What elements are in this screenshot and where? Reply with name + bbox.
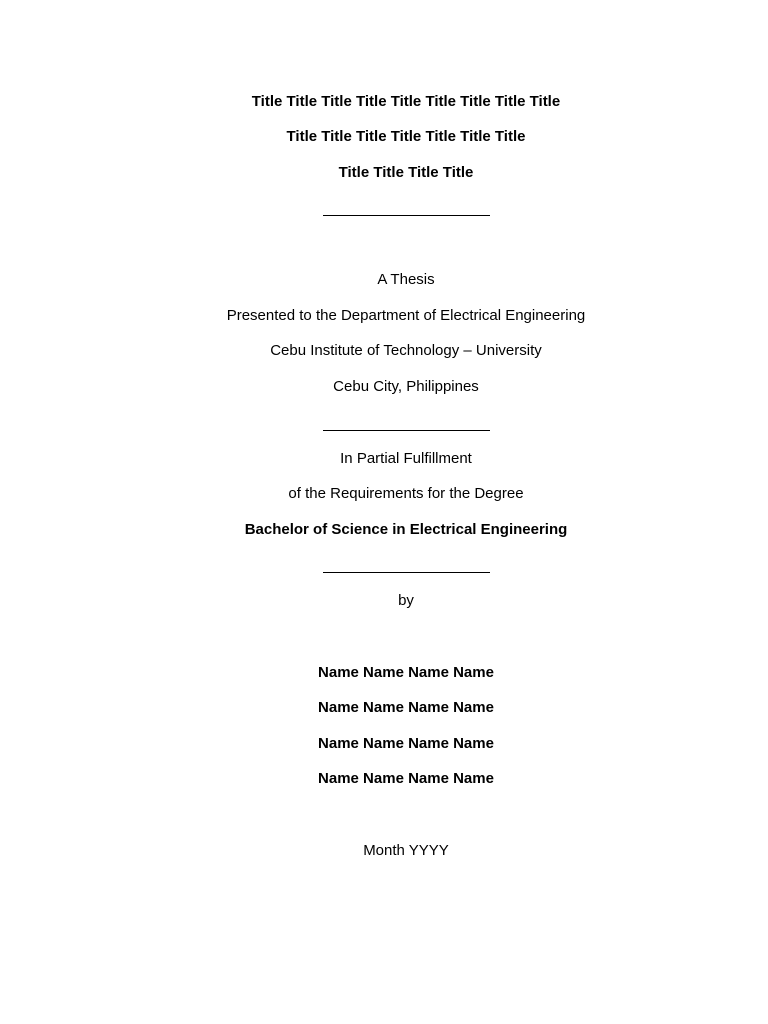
location: Cebu City, Philippines — [333, 378, 479, 395]
title-line-1: Title Title Title Title Title Title Title Title Title — [251, 93, 561, 110]
author-name-3: Name Name Name Name — [318, 735, 494, 752]
fulfillment-line-1: In Partial Fulfillment — [340, 450, 472, 467]
divider-2 — [323, 430, 490, 431]
title-line-2: Title Title Title Title Title Title Title — [286, 128, 526, 145]
divider-3 — [323, 572, 490, 573]
title-line-3: Title Title Title Title — [338, 164, 474, 181]
author-name-1: Name Name Name Name — [318, 664, 494, 681]
divider-1 — [323, 215, 490, 216]
presented-to: Presented to the Department of Electrical Engineering — [226, 307, 586, 324]
by-label: by — [398, 592, 414, 609]
submission-date: Month YYYY — [363, 842, 449, 859]
institution: Cebu Institute of Technology – University — [270, 342, 542, 359]
author-name-2: Name Name Name Name — [318, 699, 494, 716]
document-type: A Thesis — [377, 271, 435, 288]
fulfillment-line-2: of the Requirements for the Degree — [288, 485, 524, 502]
author-name-4: Name Name Name Name — [318, 770, 494, 787]
degree-name: Bachelor of Science in Electrical Engineering — [244, 521, 568, 538]
